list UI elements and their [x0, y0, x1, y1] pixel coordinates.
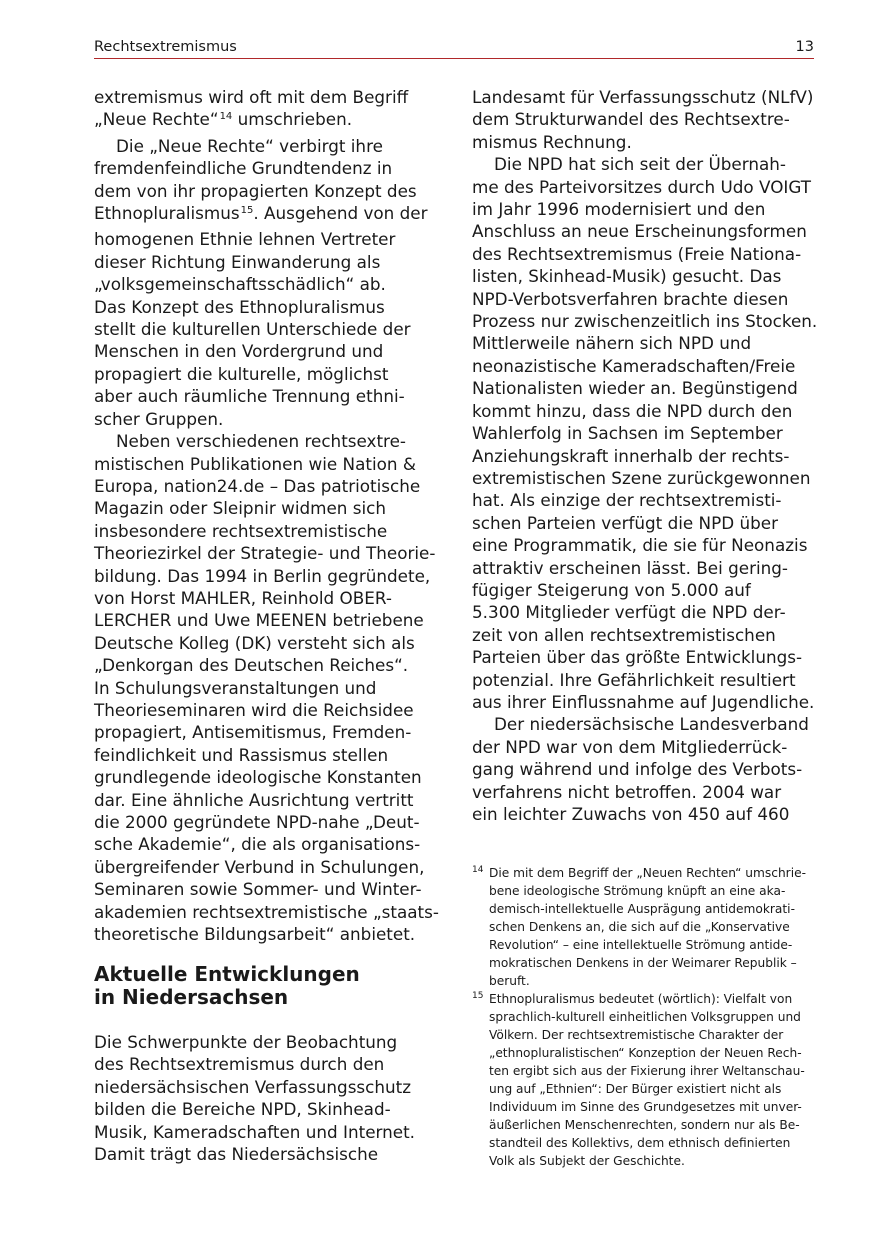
section-heading-line: Aktuelle Entwicklungen [94, 962, 360, 986]
text-line: homogenen Ethnie lehnen Vertreter [94, 229, 396, 250]
text-line: aber auch räumliche Trennung ethni- [94, 386, 405, 407]
text-line: übergreifender Verbund in Schulungen, [94, 856, 425, 877]
text-line: Nationalisten wieder an. Begünstigend [472, 378, 798, 399]
footnote-line: Individuum im Sinne des Grundgesetzes mit unver- [489, 1100, 802, 1114]
text-line: bilden die Bereiche NPD, Skinhead- [94, 1099, 391, 1120]
text-line: dieser Richtung Einwanderung als [94, 251, 381, 272]
footnote-line: demisch-intellektuelle Ausprägung antidemokrati- [489, 902, 795, 916]
footnote-line: mokratischen Denkens in der Weimarer Republik – [489, 956, 797, 970]
text-line: kommt hinzu, dass die NPD durch den [472, 400, 793, 421]
text-line: Wahlerfolg in Sachsen im September [472, 423, 783, 444]
footnote-line: Völkern. Der rechtsextremistische Charakter der [489, 1028, 784, 1042]
left-column-continued [94, 1031, 439, 1165]
text-line: eine Programmatik, die sie für Neonazis [472, 535, 808, 556]
text-line: aus ihrer Einflussnahme auf Jugendliche. [472, 691, 815, 712]
text-line: des Rechtsextremismus (Freie Nationa- [472, 243, 802, 264]
text-line: extremistischen Szene zurückgewonnen [472, 467, 811, 488]
text-line: attraktiv erscheinen lässt. Bei gering- [472, 557, 788, 578]
text-line: dar. Eine ähnliche Ausrichtung vertritt [94, 789, 414, 810]
footnote-line: ung auf „Ethnien“: Der Bürger existiert nicht als [489, 1082, 782, 1096]
text-line: zeit von allen rechtsextremistischen [472, 624, 776, 645]
text-line: niedersächsischen Verfassungsschutz [94, 1076, 412, 1097]
text-line: die 2000 gegründete NPD-nahe „Deut- [94, 812, 420, 832]
text-line: im Jahr 1996 modernisiert und den [472, 199, 766, 220]
text-line: „Neue Rechte“$^{14}$ umschrieben. [94, 109, 353, 130]
text-line: extremismus wird oft mit dem Begriff [94, 87, 409, 107]
text-line: bildung. Das 1994 in Berlin gegründete, [94, 565, 431, 586]
text-line: fügiger Steigerung von 5.000 auf [472, 579, 751, 600]
text-line: gang während und infolge des Verbots- [472, 759, 803, 780]
footnote-line: „ethnopluralistischen“ Konzeption der Neuen Rech- [489, 1046, 802, 1060]
running-header [94, 38, 814, 59]
section-heading-line: in Niedersachsen [94, 985, 289, 1009]
text-line: scher Gruppen. [94, 408, 224, 429]
text-line: Die „Neue Rechte“ verbirgt ihre [116, 135, 383, 156]
footnote-line: äußerlichen Menschenrechten, sondern nur als Be- [489, 1118, 800, 1132]
text-line: 5.300 Mitglieder verfügt die NPD der- [472, 602, 786, 623]
text-line: Musik, Kameradschaften und Internet. [94, 1121, 416, 1142]
text-line: neonazistische Kameradschaften/Freie [472, 355, 796, 376]
text-line: Parteien über das größte Entwicklungs- [472, 647, 803, 668]
text-line: dem von ihr propagierten Konzept des [94, 180, 417, 201]
text-line: mismus Rechnung. [472, 131, 632, 152]
text-line: Ethnopluralismus$^{15}$. Ausgehend von der [94, 203, 428, 224]
text-line: Das Konzept des Ethnopluralismus [94, 296, 385, 317]
text-line: insbesondere rechtsextremistische [94, 520, 388, 541]
text-line: Anziehungskraft innerhalb der rechts- [472, 445, 790, 466]
footnote-line: schen Denkens an, die sich auf die „Konservative [489, 920, 790, 934]
footnote-ref-14[interactable]: 14 [219, 111, 233, 123]
footnote-line: Volk als Subjekt der Geschichte. [489, 1154, 685, 1168]
text-line: Theoriezirkel der Strategie- und Theorie- [94, 543, 436, 564]
footnote-line: bene ideologische Strömung knüpft an eine aka- [489, 884, 786, 898]
text-line: LERCHER und Uwe MEENEN betriebene [94, 610, 424, 631]
footnotes [472, 864, 817, 1170]
left-column [94, 86, 439, 945]
text-line: Damit trägt das Niedersächsische [94, 1144, 379, 1165]
text-line: Menschen in den Vordergrund und [94, 341, 384, 362]
text-line: grundlegende ideologische Konstanten [94, 767, 422, 788]
footnote-15 [472, 990, 817, 1170]
text-line: fremdenfeindliche Grundtendenz in [94, 158, 393, 179]
footnote-line: sprachlich-kulturell einheitlichen Volksgruppen und [489, 1010, 801, 1024]
text-line: NPD-Verbotsverfahren brachte diesen [472, 288, 789, 309]
text-line: Neben verschiedenen rechtsextre- [116, 431, 406, 452]
text-line: akademien rechtsextremistische „staats- [94, 901, 439, 922]
footnote-mark: 15 [472, 991, 484, 1001]
footnote-line: Ethnopluralismus bedeutet (wörtlich): Vielfalt von [489, 992, 793, 1006]
footnote-line: Die mit dem Begriff der „Neuen Rechten“ umschrie- [489, 866, 806, 880]
text-line: Die Schwerpunkte der Beobachtung [94, 1032, 398, 1052]
text-line: propagiert die kulturelle, möglichst [94, 363, 389, 384]
section-heading [94, 963, 439, 1009]
text-line: mistischen Publikationen wie Nation & [94, 453, 416, 474]
text-line: Prozess nur zwischenzeitlich ins Stocken. [472, 311, 818, 332]
text-line: dem Strukturwandel des Rechtsextre- [472, 109, 790, 130]
footnote-line: ten ergibt sich aus der Fixierung ihrer Weltanschau- [489, 1064, 805, 1078]
footnote-line: beruft. [489, 974, 530, 988]
text-line: des Rechtsextremismus durch den [94, 1054, 385, 1075]
text-line: Landesamt für Verfassungsschutz (NLfV) [472, 87, 814, 107]
footnote-14 [472, 864, 817, 990]
page-number: 13 [795, 39, 814, 55]
footnote-line: Revolution“ – eine intellektuelle Strömung antide- [489, 938, 793, 952]
text-line: Deutsche Kolleg (DK) versteht sich als [94, 632, 415, 653]
text-line: von Horst MAHLER, Reinhold OBER- [94, 587, 392, 608]
footnote-line: standteil des Kollektivs, dem ethnisch definierten [489, 1136, 791, 1150]
right-column [472, 86, 817, 825]
text-line: Europa, nation24.de – Das patriotische [94, 475, 421, 496]
text-line: Mittlerweile nähern sich NPD und [472, 333, 752, 354]
text-line: „Denkorgan des Deutschen Reiches“. [94, 655, 409, 676]
text-line: Die NPD hat sich seit der Übernah- [494, 154, 786, 175]
text-line: „volksgemeinschaftsschädlich“ ab. [94, 274, 386, 295]
text-line: schen Parteien verfügt die NPD über [472, 512, 778, 533]
text-line: feindlichkeit und Rassismus stellen [94, 744, 389, 765]
text-line: Seminaren sowie Sommer- und Winter- [94, 879, 422, 900]
text-line: Theorieseminaren wird die Reichsidee [94, 699, 414, 720]
text-line: verfahrens nicht betroffen. 2004 war [472, 781, 782, 802]
text-line: me des Parteivorsitzes durch Udo VOIGT [472, 176, 812, 197]
running-title: Rechtsextremismus [94, 39, 237, 55]
text-line: listen, Skinhead-Musik) gesucht. Das [472, 266, 782, 287]
text-line: sche Akademie“, die als organisations- [94, 834, 421, 855]
text-line: propagiert, Antisemitismus, Fremden- [94, 722, 412, 743]
text-line: theoretische Bildungsarbeit“ anbietet. [94, 924, 416, 945]
text-line: Anschluss an neue Erscheinungsformen [472, 221, 807, 242]
footnote-mark: 14 [472, 865, 484, 875]
footnote-ref-15[interactable]: 15 [240, 205, 254, 217]
text-line: ein leichter Zuwachs von 450 auf 460 [472, 804, 790, 824]
text-line: der NPD war von dem Mitgliederrück- [472, 736, 788, 757]
text-line: Magazin oder Sleipnir widmen sich [94, 498, 387, 519]
text-line: potenzial. Ihre Gefährlichkeit resultiert [472, 669, 796, 690]
text-line: Der niedersächsische Landesverband [494, 714, 809, 735]
text-line: stellt die kulturellen Unterschiede der [94, 319, 411, 340]
text-line: In Schulungsveranstaltungen und [94, 677, 377, 698]
text-line: hat. Als einzige der rechtsextremisti- [472, 490, 782, 511]
